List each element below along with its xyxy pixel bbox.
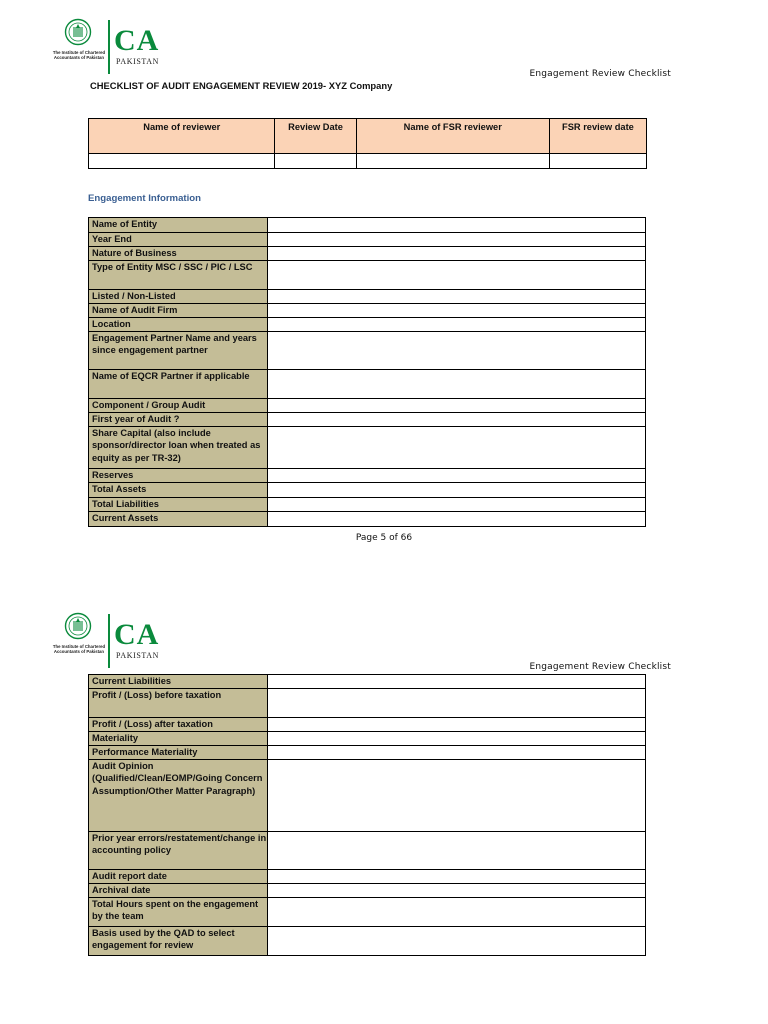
info-row xyxy=(89,261,646,290)
info-row xyxy=(89,247,646,261)
info-row-label: Share Capital (also include sponsor/director loan when treated as equity as per TR-32) xyxy=(89,427,268,469)
info-row-label: Profit / (Loss) after taxation xyxy=(89,718,268,732)
info-row-value[interactable] xyxy=(268,898,646,927)
info-row xyxy=(89,746,646,760)
info-row xyxy=(89,318,646,332)
info-row xyxy=(89,233,646,247)
info-row xyxy=(89,675,646,689)
header-fsr-reviewer: Name of FSR reviewer xyxy=(356,119,549,154)
icap-seal-icon xyxy=(64,612,92,642)
logo-country: PAKISTAN xyxy=(116,57,159,66)
info-row-label: Total Assets xyxy=(89,483,268,498)
info-row-label: Basis used by the QAD to select engagement for review xyxy=(89,927,268,956)
info-row-value[interactable] xyxy=(268,927,646,956)
header-review-date: Review Date xyxy=(275,119,356,154)
fsr-reviewer-cell[interactable] xyxy=(356,154,549,169)
info-row-label: Performance Materiality xyxy=(89,746,268,760)
info-row-value[interactable] xyxy=(268,732,646,746)
info-row-label: Materiality xyxy=(89,732,268,746)
info-row-value[interactable] xyxy=(268,884,646,898)
info-row-label: Year End xyxy=(89,233,268,247)
info-row-value[interactable] xyxy=(268,304,646,318)
info-row-value[interactable] xyxy=(268,469,646,483)
info-row-value[interactable] xyxy=(268,370,646,399)
info-row xyxy=(89,760,646,832)
info-row-label: Audit Opinion (Qualified/Clean/EOMP/Going Concern Assumption/Other Matter Paragraph) xyxy=(89,760,268,832)
reviewer-header-row xyxy=(89,119,647,154)
info-row-label: Name of Entity xyxy=(89,218,268,233)
info-row-value[interactable] xyxy=(268,399,646,413)
info-row-value[interactable] xyxy=(268,247,646,261)
info-row-label: Reserves xyxy=(89,469,268,483)
info-row-value[interactable] xyxy=(268,718,646,732)
info-row xyxy=(89,304,646,318)
info-row-label: Profit / (Loss) before taxation xyxy=(89,689,268,718)
info-row xyxy=(89,427,646,469)
info-row xyxy=(89,832,646,870)
section-title: Engagement Information xyxy=(88,193,201,204)
info-row-value[interactable] xyxy=(268,427,646,469)
engagement-info-table-continued xyxy=(88,674,646,956)
info-row xyxy=(89,483,646,498)
logo-institute-text: The Institute of Chartered Accountants of Pakistan xyxy=(52,50,106,60)
info-row-value[interactable] xyxy=(268,689,646,718)
fsr-review-date-cell[interactable] xyxy=(549,154,646,169)
info-row-label: Name of Audit Firm xyxy=(89,304,268,318)
info-row-label: Nature of Business xyxy=(89,247,268,261)
info-row xyxy=(89,218,646,233)
info-row-value[interactable] xyxy=(268,233,646,247)
info-row-label: Prior year errors/restatement/change in accounting policy xyxy=(89,832,268,870)
logo-divider xyxy=(108,20,110,74)
info-row-value[interactable] xyxy=(268,498,646,512)
info-row xyxy=(89,469,646,483)
info-row-label: Name of EQCR Partner if applicable xyxy=(89,370,268,399)
info-row-label: Total Liabilities xyxy=(89,498,268,512)
info-row xyxy=(89,332,646,370)
info-row-label: Component / Group Audit xyxy=(89,399,268,413)
info-row-label: Audit report date xyxy=(89,870,268,884)
info-row-label: Location xyxy=(89,318,268,332)
info-row xyxy=(89,689,646,718)
header-fsr-review-date: FSR review date xyxy=(549,119,646,154)
info-row-value[interactable] xyxy=(268,413,646,427)
info-row xyxy=(89,498,646,512)
info-row xyxy=(89,927,646,956)
header-name-of-reviewer: Name of reviewer xyxy=(89,119,275,154)
logo-ca: CA xyxy=(114,618,160,651)
info-row-value[interactable] xyxy=(268,870,646,884)
info-row-value[interactable] xyxy=(268,332,646,370)
icap-logo xyxy=(52,612,172,670)
info-row xyxy=(89,884,646,898)
info-row-label: Engagement Partner Name and years since engagement partner xyxy=(89,332,268,370)
info-row-value[interactable] xyxy=(268,746,646,760)
reviewer-input-row xyxy=(89,154,647,169)
icap-seal-icon xyxy=(64,18,92,48)
header-right-title: Engagement Review Checklist xyxy=(529,69,671,79)
icap-logo xyxy=(52,18,172,76)
info-row xyxy=(89,290,646,304)
reviewer-table xyxy=(88,118,647,169)
info-row xyxy=(89,512,646,527)
info-row xyxy=(89,399,646,413)
info-row-value[interactable] xyxy=(268,290,646,304)
info-row-value[interactable] xyxy=(268,675,646,689)
document-title: CHECKLIST OF AUDIT ENGAGEMENT REVIEW 2019- XYZ Company xyxy=(90,80,393,91)
info-row xyxy=(89,413,646,427)
info-row-label: Type of Entity MSC / SSC / PIC / LSC xyxy=(89,261,268,290)
info-row-value[interactable] xyxy=(268,512,646,527)
reviewer-name-cell[interactable] xyxy=(89,154,275,169)
info-row-value[interactable] xyxy=(268,483,646,498)
info-row-label: Current Liabilities xyxy=(89,675,268,689)
info-row-value[interactable] xyxy=(268,318,646,332)
page-number: Page 5 of 66 xyxy=(355,533,413,543)
info-row-label: Listed / Non-Listed xyxy=(89,290,268,304)
info-row-value[interactable] xyxy=(268,261,646,290)
info-row-label: Total Hours spent on the engagement by the team xyxy=(89,898,268,927)
engagement-info-table xyxy=(88,217,646,527)
info-row-value[interactable] xyxy=(268,832,646,870)
info-row xyxy=(89,870,646,884)
info-row xyxy=(89,718,646,732)
logo-divider xyxy=(108,614,110,668)
info-row-value[interactable] xyxy=(268,218,646,233)
review-date-cell[interactable] xyxy=(275,154,356,169)
info-row xyxy=(89,898,646,927)
info-row-label: Current Assets xyxy=(89,512,268,527)
info-row xyxy=(89,370,646,399)
logo-ca: CA xyxy=(114,24,160,57)
header-right-title: Engagement Review Checklist xyxy=(529,662,671,672)
info-row-value[interactable] xyxy=(268,760,646,832)
info-row-label: Archival date xyxy=(89,884,268,898)
info-row-label: First year of Audit ? xyxy=(89,413,268,427)
info-row xyxy=(89,732,646,746)
logo-institute-text: The Institute of Chartered Accountants of Pakistan xyxy=(52,644,106,654)
logo-country: PAKISTAN xyxy=(116,651,159,660)
